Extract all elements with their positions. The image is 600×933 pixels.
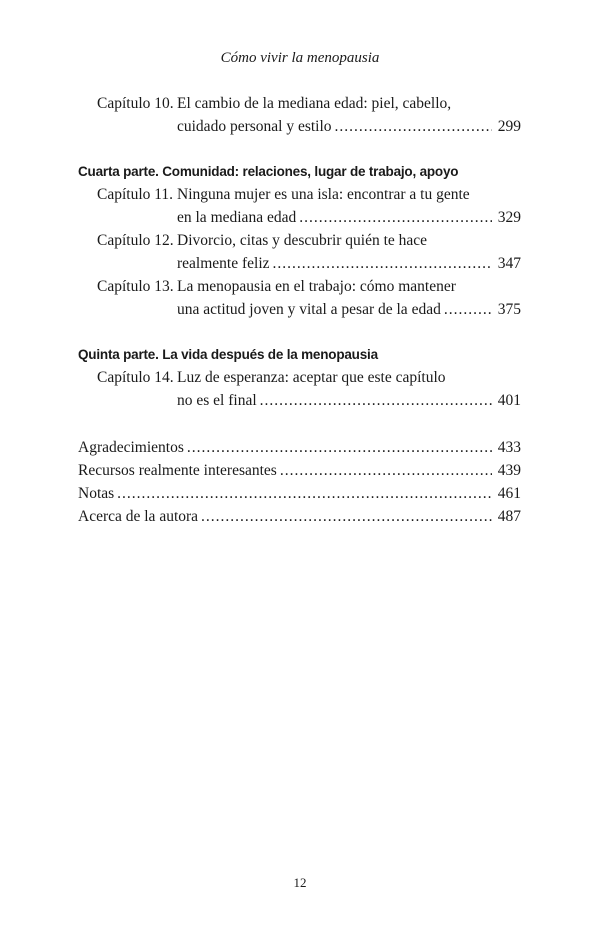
chapter-label: Capítulo 13.: [97, 278, 174, 295]
chapter-title-line1: La menopausia en el trabajo: cómo mantener: [177, 278, 456, 295]
chapter-title-line2: [177, 255, 521, 273]
chapter-label: Capítulo 14.: [97, 369, 174, 386]
chapter-title-line2-text: realmente feliz: [177, 255, 270, 272]
page-ref: 439: [497, 462, 521, 479]
toc-entry-agradecimientos: [78, 439, 521, 457]
toc-entry-recursos: [78, 462, 521, 480]
chapter-title-line2: [177, 118, 521, 136]
entry-title: Recursos realmente interesantes: [78, 462, 277, 479]
dot-leader: [299, 209, 492, 227]
page-ref: 401: [497, 392, 521, 409]
chapter-title-line2-text: cuidado personal y estilo: [177, 118, 332, 135]
chapter-title-line1: Luz de esperanza: aceptar que este capítulo: [177, 369, 446, 386]
dot-leader: [280, 462, 492, 480]
chapter-label: Capítulo 11.: [97, 186, 174, 203]
part-5-title: Quinta parte. La vida después de la menopausia: [78, 347, 378, 362]
chapter-title-line2-text: una actitud joven y vital a pesar de la edad: [177, 301, 441, 318]
entry-title: Acerca de la autora: [78, 508, 199, 525]
dot-leader: [201, 508, 492, 526]
entry-title: Notas: [78, 485, 115, 502]
toc-entry-notas: [78, 485, 521, 503]
page-number: 12: [293, 875, 307, 890]
chapter-title-line2: [177, 301, 521, 319]
chapter-label: Capítulo 10.: [97, 95, 174, 112]
page-ref: 347: [497, 255, 521, 272]
dot-leader: [117, 485, 492, 503]
chapter-label: Capítulo 12.: [97, 232, 174, 249]
chapter-title-line1: El cambio de la mediana edad: piel, cabello,: [177, 95, 452, 112]
part-4-title: Cuarta parte. Comunidad: relaciones, lugar de trabajo, apoyo: [78, 164, 459, 179]
chapter-title-line2-text: en la mediana edad: [177, 209, 297, 226]
dot-leader: [273, 255, 492, 273]
page-ref: 299: [497, 118, 521, 135]
chapter-title-line2: [177, 209, 521, 227]
dot-leader: [444, 301, 492, 319]
toc-entry-acerca-de-la-autora: [78, 508, 521, 526]
chapter-title-line1: Ninguna mujer es una isla: encontrar a tu gente: [177, 186, 470, 203]
dot-leader: [335, 118, 492, 136]
dot-leader: [187, 439, 492, 457]
page-ref: 433: [497, 439, 521, 456]
chapter-title-line1: Divorcio, citas y descubrir quién te hace: [177, 232, 428, 249]
page-ref: 329: [497, 209, 521, 226]
entry-title: Agradecimientos: [78, 439, 184, 456]
chapter-title-line2-text: no es el final: [177, 392, 257, 409]
chapter-title-line2: [177, 392, 521, 410]
dot-leader: [260, 392, 492, 410]
page-ref: 461: [497, 485, 521, 502]
running-head: Cómo vivir la menopausia: [220, 50, 380, 66]
page-ref: 375: [497, 301, 521, 318]
page-ref: 487: [497, 508, 521, 525]
